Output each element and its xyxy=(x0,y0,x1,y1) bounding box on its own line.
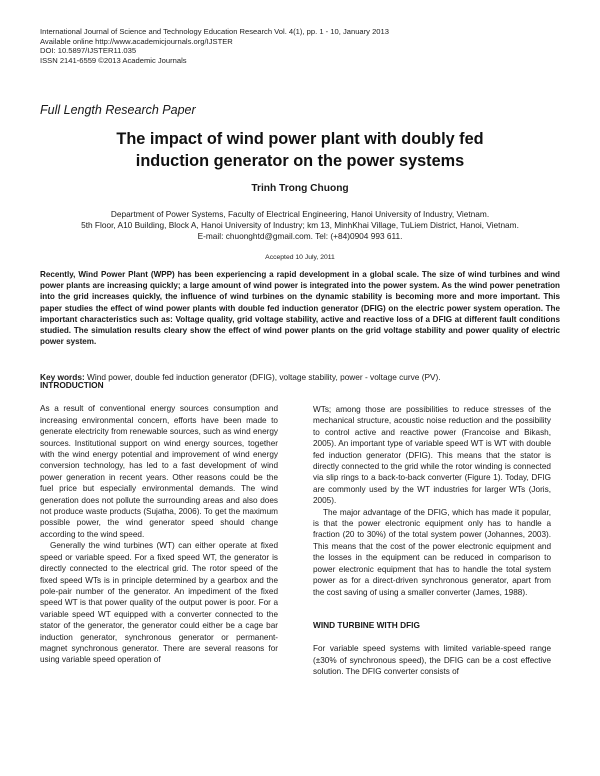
paper-title-line-1: The impact of wind power plant with doubly fed xyxy=(116,130,484,148)
author-affiliation xyxy=(40,209,560,243)
paragraph: As a result of conventional energy sources consumption and increasing environmental concern, efforts have been made to generate electricity from renewable sources, such as wind energy sources. Institutional support on wind energy sources, together with the wind energy potential and improvement of wind energy conversion technology, has led to a fast development of wind power generation in recent years. Other reasons could be the fuel price but especially environmental demands. The wind generation does not pollute the surrounding areas and also does not produce waste products (Sujatha, 2006). To get the maximum possible power, the wind generator speed should change according to the wind speed. xyxy=(40,404,278,539)
left-column xyxy=(40,380,278,666)
author-name: Trinh Trong Chuong xyxy=(251,183,349,194)
right-column xyxy=(313,404,551,678)
journal-issn: ISSN 2141-6559 ©2013 Academic Journals xyxy=(40,55,187,65)
paper-title-line-2: induction generator on the power systems xyxy=(135,152,465,170)
keywords-text: Wind power, double fed induction generator (DFIG), voltage stability, power - voltage curve (PV). xyxy=(87,372,441,382)
affiliation-department: Department of Power Systems, Faculty of Electrical Engineering, Hanoi University of Industry, Vietnam. xyxy=(110,209,490,219)
paper-title xyxy=(40,128,560,172)
paragraph: For variable speed systems with limited variable-speed range (±30% of synchronous speed), the DFIG can be a cost effective solution. The DFIG converter consists of xyxy=(313,644,551,677)
affiliation-address: 5th Floor, A10 Building, Block A, Hanoi University of Industry; km 13, MinhKhai Village, TuLiem District, Hanoi, Vietnam. xyxy=(81,220,519,231)
accepted-date: Accepted 10 July, 2011 xyxy=(265,254,335,261)
journal-citation: International Journal of Science and Technology Education Research Vol. 4(1), pp. 1 - 10, January 2013 xyxy=(40,27,389,36)
paragraph: Generally the wind turbines (WT) can either operate at fixed speed or variable speed. For a fixed speed WT, the generator is directly connected to the electrical grid. The rotor speed of the fixed speed WTs is in principle determined by a gearbox and the pole-pair number of the generator. An impediment of the fixed speed WT is that power quality of the output power is poor. For a variable speed WT equipped with a converter connected to the stator of the generator, the generator could either be a cage bar induction generator, synchronous generator or permanent-magnet synchronous generator. There are several reasons for using variable speed operation of xyxy=(40,541,278,665)
keywords-label: Key words: xyxy=(40,372,85,382)
paragraph: WTs; among those are possibilities to reduce stresses of the mechanical structure, acoustic noise reduction and the possibility to control active and reactive power (Francoise and Bikash, 2005). An important type of variable speed WT is WT with double fed induction generator (DFIG). This means that the stator is directly connected to the grid while the rotor winding is connected via slip rings to a back-to-back converter (Figure 1). Today, DFIG are commonly used by the WT industries for larger WTs (Joris, 2005). xyxy=(313,405,551,506)
journal-doi: DOI: 10.5897/IJSTER11.035 xyxy=(40,46,137,56)
paper-type-label: Full Length Research Paper xyxy=(40,103,196,117)
section-heading-wind-turbine: WIND TURBINE WITH DFIG xyxy=(313,619,420,630)
abstract: Recently, Wind Power Plant (WPP) has been experiencing a rapid development in a global scale. The size of wind turbines and wind power plants are increasing quickly; a large amount of wind power is integrated into the power system. As the wind power penetration into the grid increases quickly, the influence of wind turbines on the dynamic stability is becoming more and more important. This paper studies the effect of wind power plants with double fed induction generator (DFIG) on the electric power system operation. The important characteristics such as: Voltage quality, grid voltage stability, active and reactive loss of a DFIG at different fault conditions studied. The simulation results cleary show the effect of wind power plants on the grid voltage stability and power quality of electric power system. xyxy=(40,270,560,347)
affiliation-contact: E-mail: chuonghtd@gmail.com. Tel: (+84)0904 993 611. xyxy=(197,231,403,242)
paragraph: The major advantage of the DFIG, which has made it popular, is that the power electronic equipment only has to handle a fraction (20 to 30%) of the total system power (Johannes, 2003). This means that the cost of the power electronic equipment and the losses in the equipment can be reduced in comparison to power electronic equipment that has to handle the total system power as for a direct-driven synchronous generator, apart from the cost saving of using a smaller converter (James, 1988). xyxy=(313,507,551,597)
journal-online-url: Available online http://www.academicjournals.org/IJSTER xyxy=(40,36,233,46)
journal-header xyxy=(40,27,580,65)
section-heading-introduction: INTRODUCTION xyxy=(40,380,104,390)
